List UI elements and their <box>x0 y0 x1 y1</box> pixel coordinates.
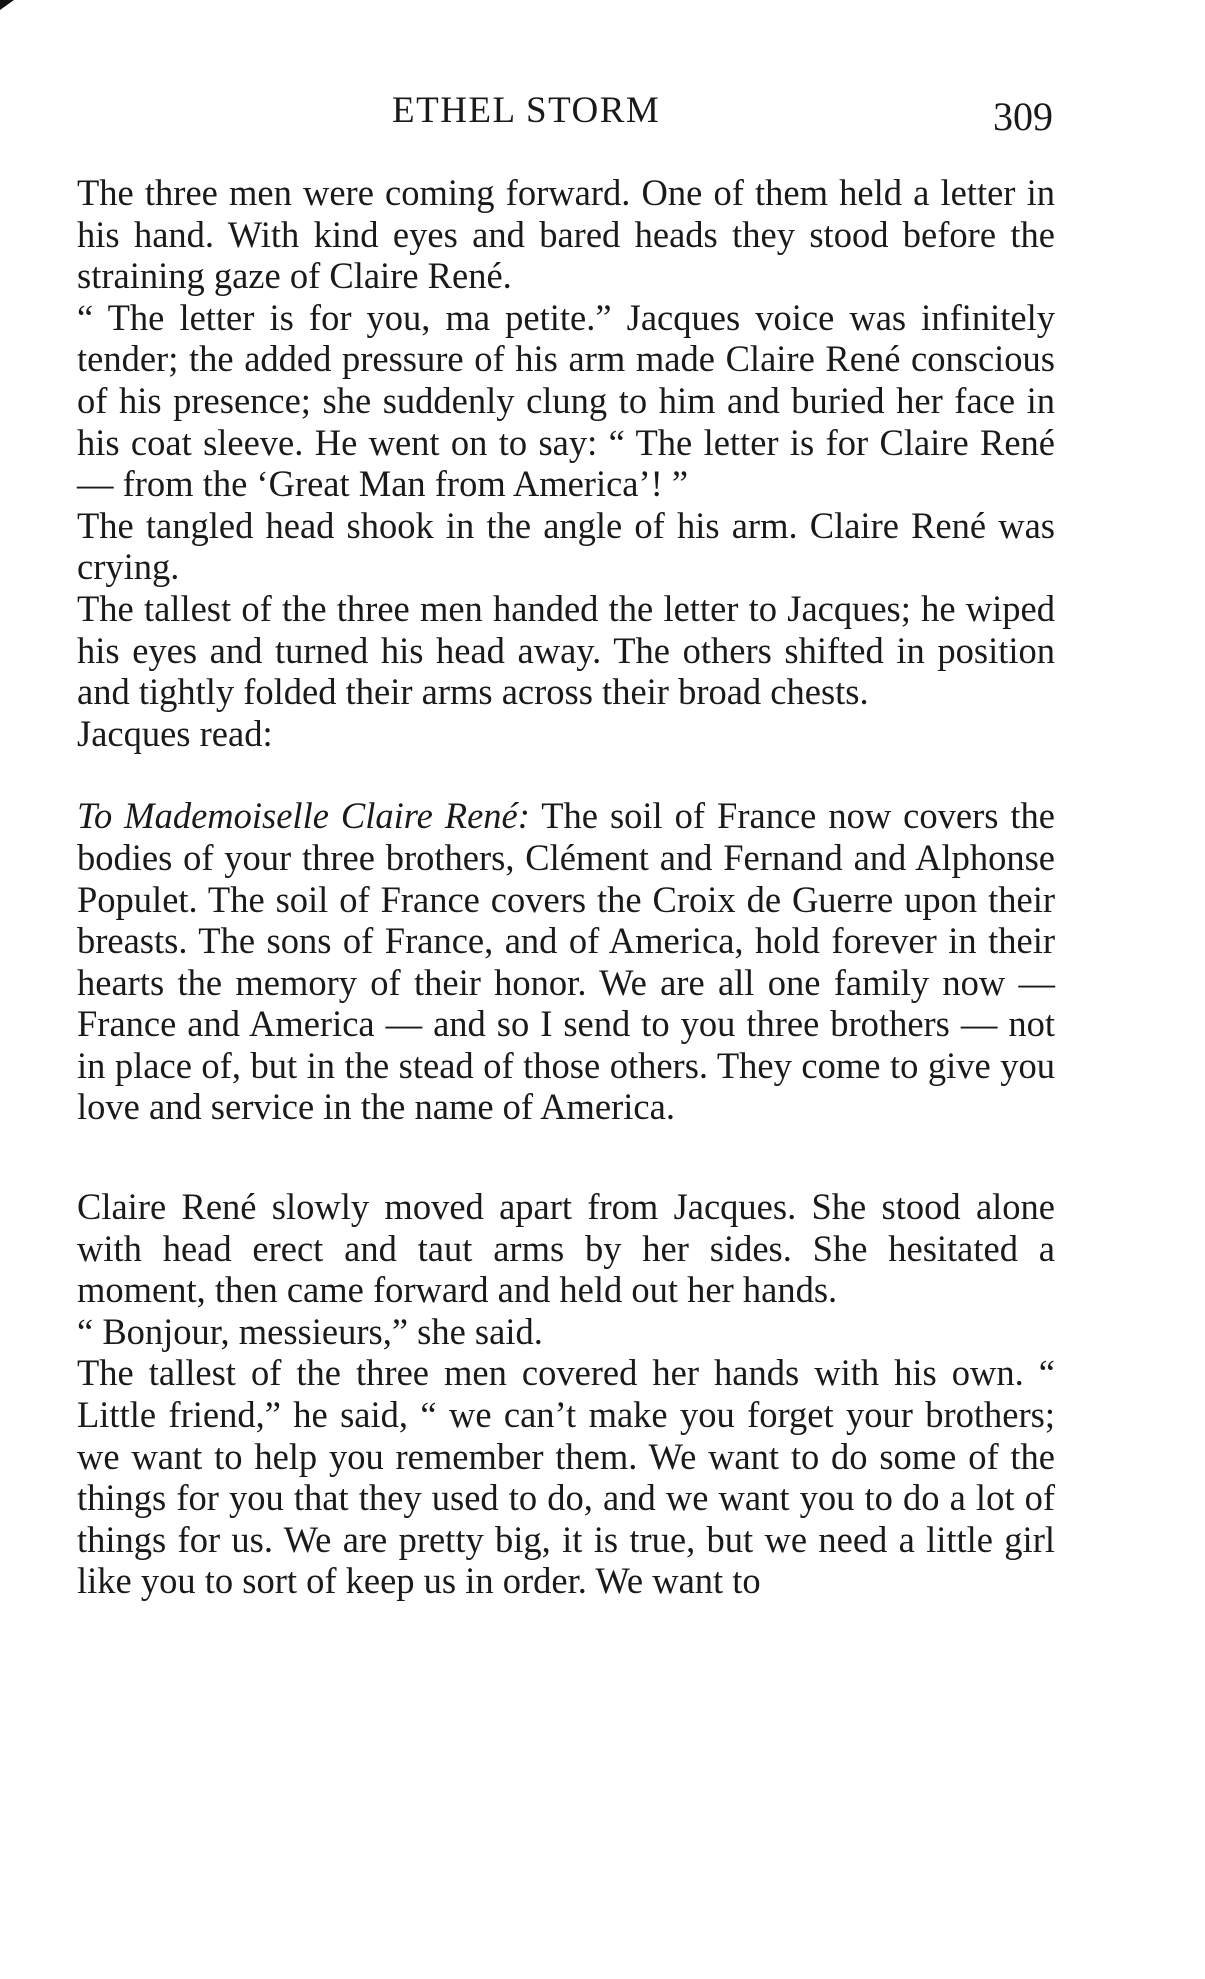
paragraph-bonjour: “ Bonjour, messieurs,” she said. <box>77 1310 543 1352</box>
paragraph-men-forward: The three men were coming forward. One of them held a letter in his hand. With kind eyes and bared heads they stood before the straining gaze of Claire René. <box>77 172 1055 297</box>
paragraph-tangled-head: The tangled head shook in the angle of his arm. Claire René was crying. <box>77 504 1055 588</box>
letter-body <box>77 795 1055 1128</box>
paragraph-tallest-handed: The tallest of the three men handed the letter to Jacques; he wiped his eyes and turned his head away. The others shifted in position and tightly folded their arms across their broad chests. <box>77 587 1055 713</box>
paragraph-letter-for-you: “ The letter is for you, ma petite.” Jacques voice was infinitely tender; the added pressure of his arm made Claire René conscious of his presence; she suddenly clung to him and buried her face in his coat sleeve. He went on to say: “ The letter is for Claire René — from the ‘Great Man from America’! ” <box>77 296 1055 505</box>
letter-salutation: To Mademoiselle Claire René: <box>77 795 530 837</box>
paragraph-little-friend: The tallest of the three men covered her hands with his own. “ Little friend,” he said, “ we can’t make you forget your brothers; we want to help you remember them. We want to do some of the things for you that they used to do, and we want you to do a lot of things for us. We are pretty big, it is true, but we need a little girl like you to sort of keep us in order. We want to <box>77 1352 1055 1602</box>
page-body <box>77 172 1055 1602</box>
page-number: 309 <box>993 94 1053 139</box>
paragraph-jacques-read: Jacques read: <box>77 712 273 754</box>
paragraph-moved-apart: Claire René slowly moved apart from Jacques. She stood alone with head erect and taut arms by her sides. She hesitated a moment, then came forward and held out her hands. <box>77 1186 1055 1311</box>
running-header <box>0 86 1205 139</box>
page-corner-mark <box>0 0 14 10</box>
letter-text: The soil of France now covers the bodies of your three brothers, Clément and Fernand and Alphonse Populet. The soil of France covers the Croix de Guerre upon their breasts. The sons of France, and of America, hold forever in their hearts the memory of their honor. We are all one family now — France and America — and so I send to you three brothers — not in place of, but in the stead of those others. They come to give you love and service in the name of America. <box>77 795 1055 1128</box>
running-title: ETHEL STORM <box>392 90 661 131</box>
